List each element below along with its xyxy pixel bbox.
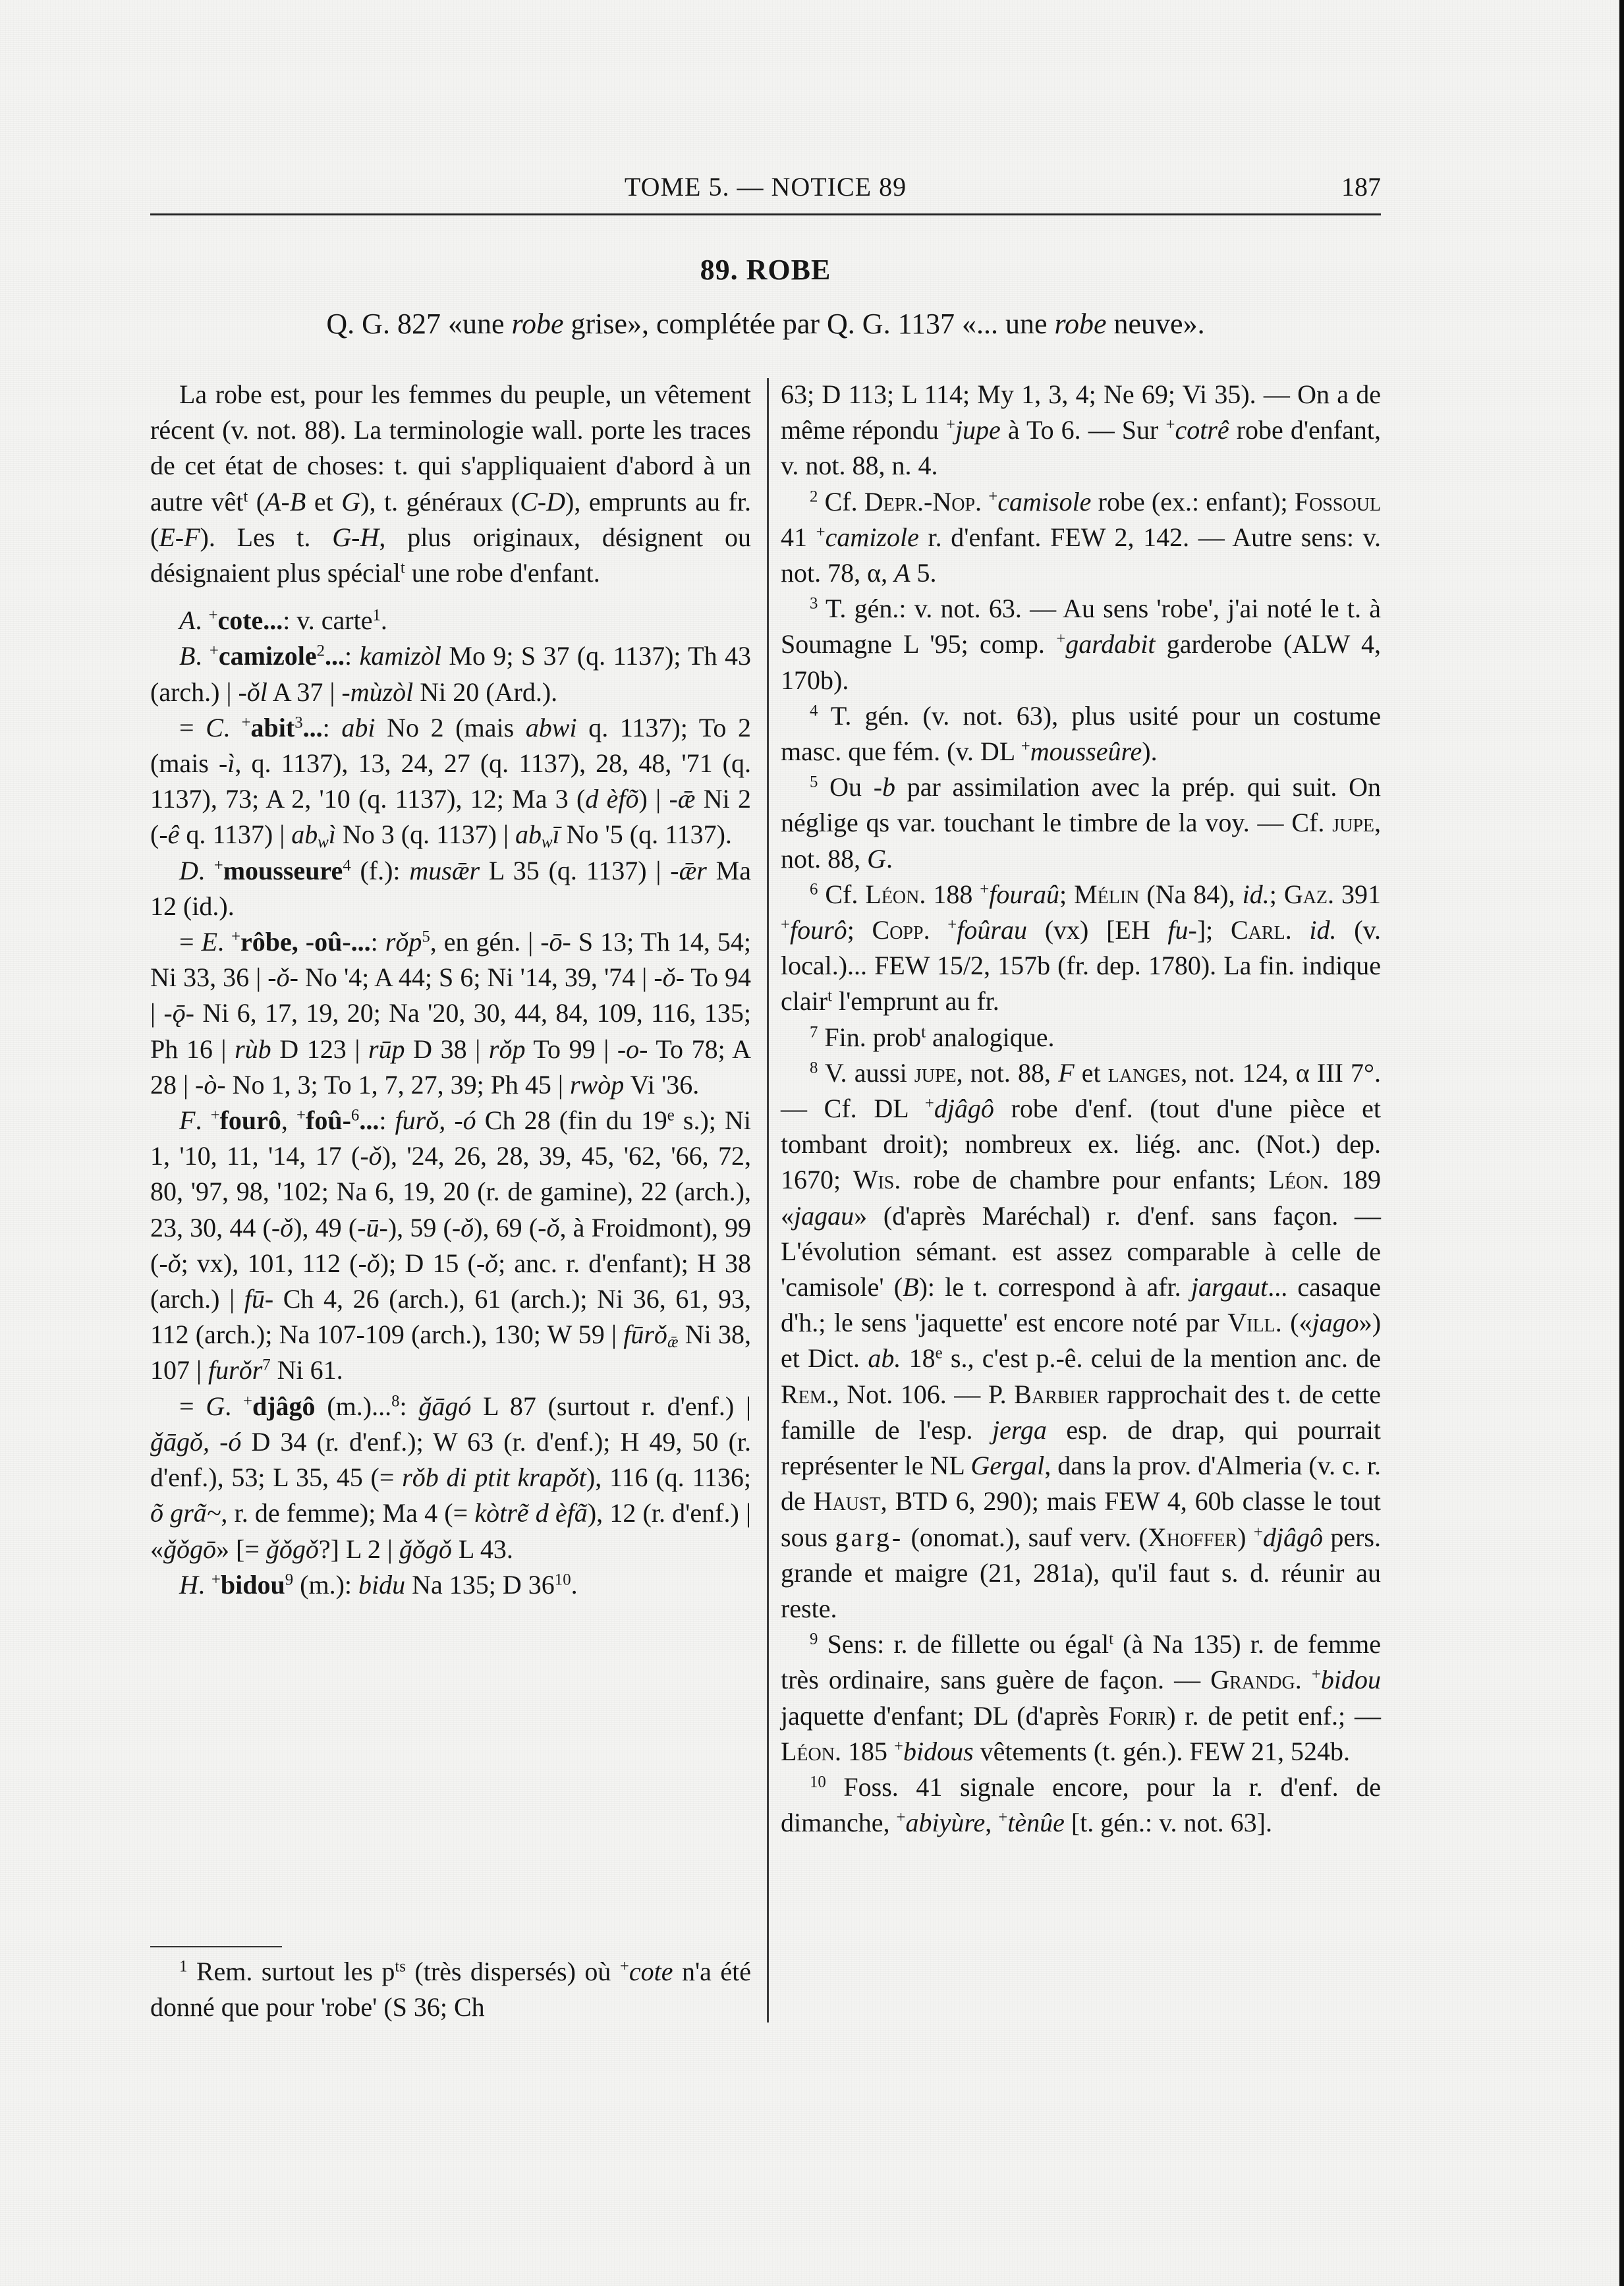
entry-c: = C. +abit$^3$...: abi No 2 (mais abwi q. 1137); To 2 (mais -ì, q. 1137), 13, 24, 27 (q. 1137), 28, 48, '71 (q. 1137), 73; A 2, '10 (q. 1137), 12; Ma 3 (d èfõ) | -ǣ Ni 2 (-ê q. 1137) | $ab_wì$ No 3 (q. 1137) | $ab_wī$ No '5 (q. 1137). bbox=[150, 712, 752, 852]
entry-g: = G. +djâgô (m.)...$^8$: ǧāgó L 87 (surtout r. d'enf.) | ǧāgǒ, -ó D 34 (r. d'enf.); W 63 (r. d'enf.); H 49, 50 (r. d'enf.), 53; L 35, 45 (= rǒb di ptit krapǒt), 116 (q. 1136; õ grã~, r. de femme); Ma 4 (= kòtrẽ d èfã), 12 (r. d'enf.) | «ǧǒgō» [= ǧǒgǒ?] L 2 | ǧǒgǒ L 43. bbox=[150, 1391, 752, 1564]
footnote-9: $^9$ Sens: r. de fillette ou égal$^t$ (à Na 135) r. de femme très ordinaire, sans guère de façon. — Grandg. +bidou jaquette d'enfant; DL (d'après Forir) r. de petit enf.; — Léon. 185 +bidous vêtements (t. gén.). FEW 21, 524b. bbox=[781, 1629, 1382, 1766]
entry-e: = E. +rôbe, -oû-...: rǒp$^5$, en gén. | -ō- S 13; Th 14, 54; Ni 33, 36 | -ǒ- No '4; A 44; S 6; Ni '14, 39, '74 | -ǒ- To 94 | -ǭ- Ni 6, 17, 19, 20; Na '20, 30, 44, 84, 109, 116, 135; Ph 16 | rùb D 123 | rūp D 38 | rǒp To 99 | -o- To 78; A 28 | -ò- No 1, 3; To 1, 7, 27, 39; Ph 45 | rwòp Vi '36. bbox=[150, 927, 752, 1100]
column-divider bbox=[767, 378, 769, 2022]
entry-d: D. +mousseure$^4$ (f.): musǣr L 35 (q. 1137) | -ǣr Ma 12 (id.). bbox=[150, 855, 752, 921]
footnote-10: $^{10}$ Foss. 41 signale encore, pour la r. d'enf. de dimanche, +abiyùre, +tènûe [t. gén.: v. not. 63]. bbox=[781, 1771, 1381, 1838]
footnote-1-continued: 63; D 113; L 114; My 1, 3, 4; Ne 69; Vi 35). — On a de même répondu +jupe à To 6. — Sur +cotrê robe d'enfant, v. not. 88, n. 4. bbox=[781, 379, 1381, 481]
intro-paragraph: La robe est, pour les femmes du peuple, un vêtement récent (v. not. 88). La terminologie wall. porte les traces de cet état de choses: t. qui s'appliquaient d'abord à un autre vêt$^t$ (A-B et G), t. généraux (C-D), emprunts au fr. (E-F). Les t. G-H, plus originaux, désignent ou désignaient plus spécial$^t$ une robe d'enfant. bbox=[150, 379, 752, 588]
footnote-7: $^7$ Fin. prob$^t$ analogique. bbox=[810, 1022, 1055, 1052]
footnote-6: $^6$ Cf. Léon. 188 +fouraû; Mélin (Na 84), id.; Gaz. 391 +fourô; Copp. +foûrau (vx) [EH fu-]; Carl. id. (v. local.)... FEW 15/2, 157b (fr. dep. 1780). La fin. indique clair$^t$ l'emprunt au fr. bbox=[781, 879, 1382, 1017]
page-number: 187 bbox=[1341, 172, 1381, 202]
questionnaire-reference: Q. G. 827 «une robe grise», complétée par Q. G. 1137 «... une robe neuve». bbox=[326, 308, 1205, 340]
footnote-2: $^2$ Cf. Depr.-Nop. +camisole robe (ex.: enfant); Fossoul 41 +camizole r. d'enfant. FEW 2, 142. — Autre sens: v. not. 78, α, A 5. bbox=[781, 486, 1382, 588]
right-column bbox=[781, 377, 1381, 1841]
scan-edge bbox=[1619, 0, 1624, 2286]
entry-b: B. +camizole$^2$...: kamizòl Mo 9; S 37 (q. 1137); Th 43 (arch.) | -ǒl A 37 | -mùzòl Ni 20 (Ard.). bbox=[150, 641, 752, 707]
entry-f: F. +fourô, +foû-$^6$...: furǒ, -ó Ch 28 (fin du 19e s.); Ni 1, '10, 11, '14, 17 (-ǒ), '24, 26, 28, 39, 45, '62, '66, 72, 80, '97, 98, '102; Na 6, 19, 20 (r. de gamine), 22 (arch.), 23, 30, 44 (-ǒ), 49 (-ū-), 59 (-ǒ), 69 (-ǒ, à Froidmont), 99 (-ǒ; vx), 101, 112 (-ǒ); D 15 (-ǒ; anc. r. d'enfant); H 38 (arch.) | fū- Ch 4, 26 (arch.), 61 (arch.); Ni 36, 61, 93, 112 (arch.); Na 107-109 (arch.), 130; W 59 | fūrǒ$_ǣ$ Ni 38, 107 | furǒr$^7$ Ni 61. bbox=[150, 1105, 752, 1385]
running-header bbox=[150, 170, 1381, 215]
footnote-rule bbox=[150, 1946, 282, 1947]
footnote-4: $^4$ T. gén. (v. not. 63), plus usité pour un costume masc. que fém. (v. DL +mousseûre). bbox=[781, 700, 1381, 767]
left-column bbox=[150, 377, 751, 1603]
running-title: TOME 5. — NOTICE 89 bbox=[624, 172, 907, 202]
footnote-8: $^8$ V. aussi jupe, not. 88, F et langes, not. 124, α III 7°. — Cf. DL +djâgô robe d'enf. (tout d'une pièce et tombant droit); nombreux ex. liég. anc. (Not.) dep. 1670; Wis. robe de chambre pour enfants; Léon. 189 «jagau» (d'après Maréchal) r. d'enf. sans façon. — L'évolution sémant. est assez comparable à celle de 'camisole' (B): le t. correspond à afr. jargaut... casaque d'h.; le sens 'jaquette' est encore noté par Vill. («jago») et Dict. ab. 18e s., c'est p.-ê. celui de la mention anc. de Rem., Not. 106. — P. Barbier rapprochait des t. de cette famille de l'esp. jerga esp. de drap, qui pourrait représenter le NL Gergal, dans la prov. d'Almeria (v. c. r. de Haust, BTD 6, 290); mais FEW 4, 60b classe le tout sous garg- (onomat.), sauf verv. (Xhoffer) +djâgô pers. grande et maigre (21, 281a), qu'il faut s. d. réunir au reste. bbox=[781, 1057, 1382, 1623]
entry-h: H. +bidou$^9$ (m.): bidu Na 135; D $36^{10}$. bbox=[179, 1569, 578, 1600]
footnote-5: $^5$ Ou -b par assimilation avec la prép. qui suit. On néglige qs var. touchant le timbre de la voy. — Cf. jupe, not. 88, G. bbox=[781, 772, 1382, 874]
entry-a: A. +cote...: v. carte$^1$. bbox=[179, 605, 387, 636]
article-title: 89. ROBE bbox=[700, 254, 831, 286]
footnote-1: $^1$ Rem. surtout les $p^{ts}$ (très dispersés) où +cote n'a été donné que pour 'robe' (S 36; Ch bbox=[150, 1957, 751, 2022]
footnote-3: $^3$ T. gén.: v. not. 63. — Au sens 'robe', j'ai noté le t. à Soumagne L '95; comp. +gardabit garderobe (ALW 4, 170b). bbox=[781, 594, 1381, 695]
